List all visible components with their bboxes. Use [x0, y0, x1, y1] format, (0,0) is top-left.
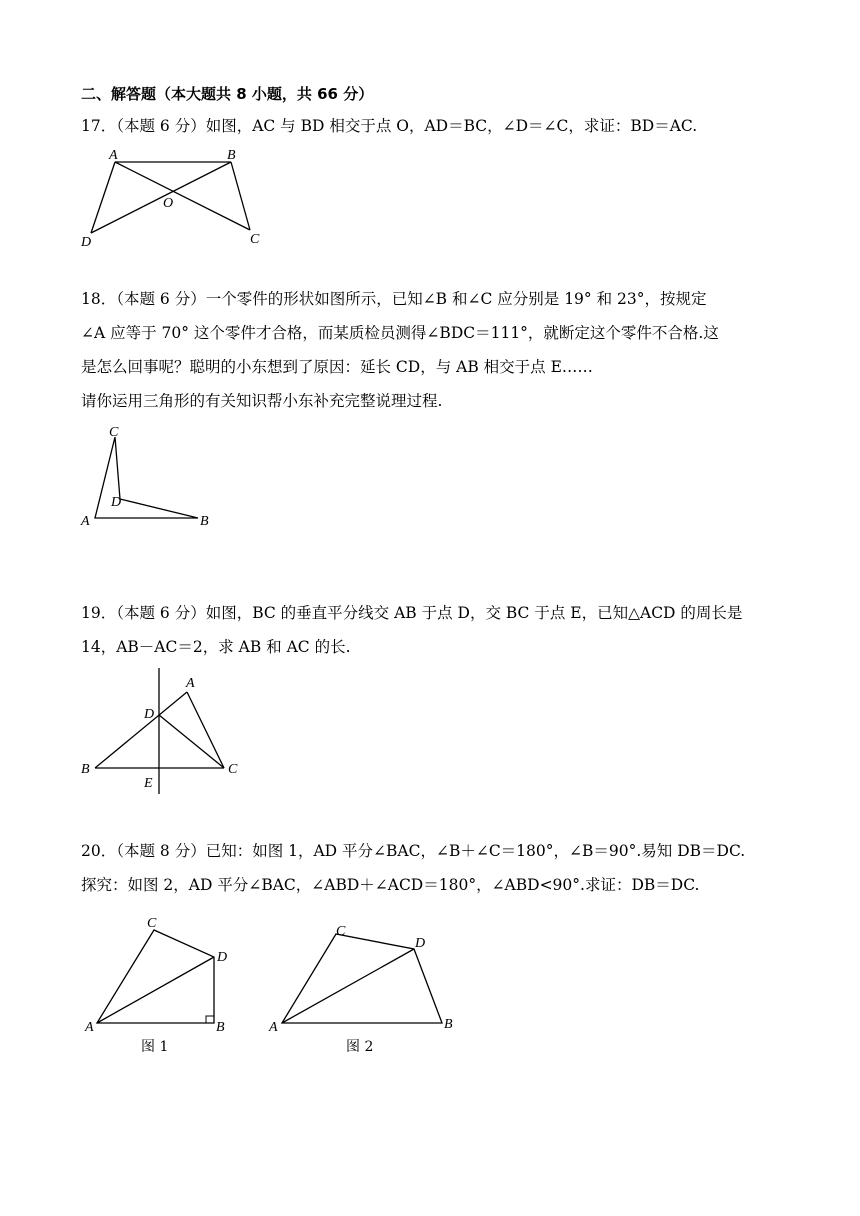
q20-fig1-label-b: B	[216, 1020, 225, 1035]
q17-label-b: B	[227, 148, 236, 163]
q19-line1: 19．（本题 6 分）如图，BC 的垂直平分线交 AB 于点 D，交 BC 于点 E，已知△ACD 的周长是	[81, 604, 743, 622]
q20-fig1-segment-ad	[97, 957, 214, 1023]
q20-fig2-label-d: D	[415, 936, 426, 951]
q20-fig2-label-b: B	[444, 1017, 453, 1032]
q18-label-a: A	[81, 514, 90, 529]
q20-fig1-right-angle-mark	[206, 1016, 214, 1023]
q20-fig1-caption: 图 1	[141, 1039, 169, 1055]
q19-label-b: B	[81, 762, 90, 777]
q20-fig2-segment-ad	[282, 949, 414, 1023]
section-title: 二、解答题（本大题共 8 小题，共 66 分）	[81, 85, 374, 103]
q17-segment-ac	[115, 162, 250, 230]
q17-label-o: O	[163, 196, 174, 211]
q17-label-c: C	[250, 232, 260, 247]
q19-label-d: D	[144, 707, 155, 722]
q20-fig1-label-c: C	[147, 916, 157, 931]
q19-segment-ab	[95, 692, 187, 768]
q19-label-c: C	[228, 762, 238, 777]
q20-fig2-label-a: A	[269, 1020, 278, 1035]
q20-fig2-label-c: C	[336, 924, 346, 939]
q20-fig1-label-d: D	[217, 950, 228, 965]
q18-line2: ∠A 应等于 70° 这个零件才合格，而某质检员测得∠BDC＝111°，就断定这个零件不合格.这	[81, 324, 719, 342]
q17-segment-bc	[231, 162, 250, 230]
q20-line1: 20．（本题 8 分）已知：如图 1，AD 平分∠BAC，∠B＋∠C＝180°，∠B＝90°.易知 DB＝DC.	[81, 842, 746, 860]
q18-line3: 是怎么回事呢？聪明的小东想到了原因：延长 CD，与 AB 相交于点 E……	[81, 358, 593, 376]
q17-label-a: A	[109, 148, 118, 163]
q19-segment-dc	[159, 715, 224, 768]
q20-fig1-quadrilateral	[97, 930, 214, 1023]
q18-label-b: B	[200, 514, 209, 529]
q18-label-c: C	[109, 425, 119, 440]
q19-label-e: E	[144, 776, 153, 791]
q19-figure	[78, 668, 258, 798]
q18-label-d: D	[111, 495, 122, 510]
q20-figure-1	[78, 910, 248, 1060]
q18-figure	[78, 422, 228, 532]
q17-figure	[78, 145, 278, 255]
q17-text: 17．（本题 6 分）如图，AC 与 BD 相交于点 O，AD＝BC，∠D＝∠C，求证：BD＝AC.	[81, 117, 698, 135]
q19-segment-ac	[187, 692, 224, 768]
q20-fig1-label-a: A	[85, 1020, 94, 1035]
q20-figure-2	[263, 910, 463, 1060]
q19-line2: 14，AB－AC＝2，求 AB 和 AC 的长.	[81, 638, 351, 656]
q18-line4: 请你运用三角形的有关知识帮小东补充完整说理过程.	[81, 392, 443, 410]
q19-label-a: A	[186, 676, 195, 691]
q17-label-d: D	[81, 235, 92, 250]
q20-line2: 探究：如图 2，AD 平分∠BAC，∠ABD＋∠ACD＝180°，∠ABD<90°.求证：DB＝DC.	[81, 876, 700, 894]
q18-line1: 18．（本题 6 分）一个零件的形状如图所示，已知∠B 和∠C 应分别是 19° 和 23°，按规定	[81, 290, 707, 308]
q20-fig2-caption: 图 2	[346, 1039, 374, 1055]
